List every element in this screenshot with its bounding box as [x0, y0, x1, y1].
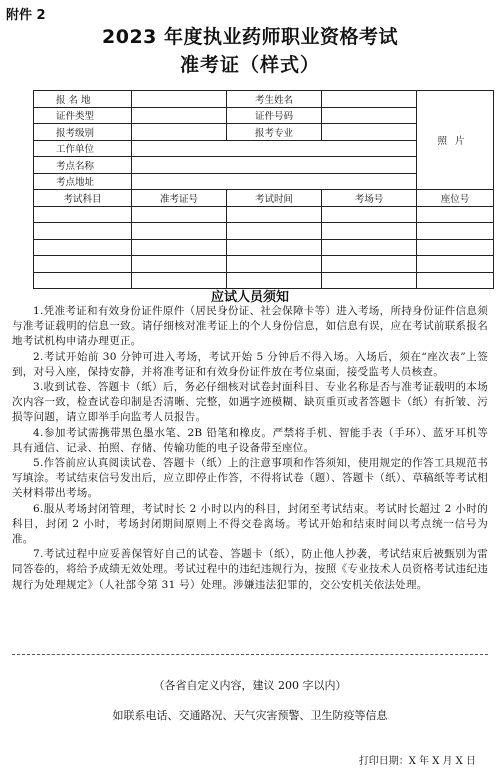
notice-item-2: 2.考试开始前 30 分钟可进入考场，考试开始 5 分钟后不得入场。入场后，须在“座次表”上签到，对号入座，保持安静，并将准考证和有效身份证件放在考位桌面，接受监考人员核查。	[12, 350, 488, 378]
table-cell	[227, 256, 322, 273]
attachment-label: 附件 2	[6, 8, 46, 23]
header-seat-number: 座位号	[417, 190, 494, 207]
notice-item-3: 3.收到试卷、答题卡（纸）后，务必仔细核对试卷封面科目、专业名称是否与准考证载明的本场次内容一致，检查试卷印制是否清晰、完整，如遇字迹模糊、缺页重页或者答题卡（纸）有折皱、污损等问题，请立即举手向监考人员报告。	[12, 381, 488, 424]
header-room-number: 考场号	[322, 190, 417, 207]
header-admission-number: 准考证号	[132, 190, 227, 207]
label-work-unit: 工作单位	[34, 140, 132, 157]
table-cell	[227, 223, 322, 240]
value-exam-level	[132, 124, 227, 141]
header-subject: 考试科目	[34, 190, 132, 207]
value-registration-place	[132, 91, 227, 108]
label-exam-level: 报考级别	[34, 124, 132, 141]
table-cell	[417, 256, 494, 273]
notice-item-7: 7.考试过程中应妥善保管好自己的试卷、答题卡（纸），防止他人抄袭，考试结束后被甄别为雷同答卷的，将给予成绩无效处理。考试过程中的违纪违规行为，按照《专业技术人员资格考试违纪违规行为处理规定》（人社部令第 31 号）处理。涉嫌违法犯罪的，交公安机关依法处理。	[12, 548, 488, 591]
table-cell	[417, 206, 494, 223]
value-candidate-name	[322, 91, 417, 108]
table-row	[34, 91, 494, 108]
table-cell	[417, 223, 494, 240]
table-cell	[227, 206, 322, 223]
label-exam-major: 报考专业	[227, 124, 322, 141]
table-row	[34, 256, 494, 273]
print-date: 打印日期：X 年 X 月 X 日	[358, 756, 476, 767]
value-id-type	[132, 107, 227, 124]
table-cell	[34, 223, 132, 240]
value-exam-major	[322, 124, 417, 141]
custom-content-note: （各省自定义内容，建议 200 字以内）	[153, 679, 347, 692]
label-registration-place: 报 名 地	[34, 91, 132, 108]
dashed-divider	[12, 654, 488, 655]
table-cell	[132, 206, 227, 223]
notice-item-5: 5.作答前应认真阅读试卷、答题卡（纸）上的注意事项和作答须知，使用规定的作答工具规范书写填涂。考试结束信号发出后，应立即停止作答，不得将试卷（题）、答题卡（纸）、草稿纸等考试相关材料带出考场。	[12, 457, 488, 500]
page-title: 2023 年度执业药师职业资格考试	[102, 26, 398, 48]
table-cell	[34, 256, 132, 273]
table-cell	[132, 223, 227, 240]
admission-card-table	[33, 90, 494, 289]
table-cell	[132, 239, 227, 256]
table-cell	[417, 239, 494, 256]
label-candidate-name: 考生姓名	[227, 91, 322, 108]
table-row	[34, 223, 494, 240]
table-cell	[34, 239, 132, 256]
table-row	[34, 239, 494, 256]
table-cell	[34, 206, 132, 223]
table-cell	[322, 239, 417, 256]
value-exam-site-name	[132, 157, 417, 174]
label-exam-site-name: 考点名称	[34, 157, 132, 174]
notice-title: 应试人员须知	[210, 290, 289, 305]
table-cell	[322, 256, 417, 273]
value-work-unit	[132, 140, 417, 157]
page-subtitle: 准考证（样式）	[179, 54, 320, 76]
table-cell	[322, 206, 417, 223]
value-id-number	[322, 107, 417, 124]
table-cell	[132, 256, 227, 273]
label-exam-site-address: 考点地址	[34, 173, 132, 190]
label-id-type: 证件类型	[34, 107, 132, 124]
value-exam-site-address	[132, 173, 417, 190]
table-header-row	[34, 190, 494, 207]
notice-item-1: 1.凭准考证和有效身份证件原件（居民身份证、社会保障卡等）进入考场，所持身份证件信息须与准考证载明的信息一致。请仔细核对准考证上的个人身份信息，如信息有误，应在考试前联系报名地考试机构申请办理更正。	[12, 305, 488, 348]
custom-content-examples: 如联系电话、交通路况、天气灾害预警、卫生防疫等信息	[112, 709, 388, 722]
header-exam-time: 考试时间	[227, 190, 322, 207]
photo-box: 照片	[417, 91, 494, 190]
table-cell	[227, 239, 322, 256]
label-id-number: 证件号码	[227, 107, 322, 124]
notice-item-4: 4.参加考试需携带黑色墨水笔、2B 铅笔和橡皮。严禁将手机、智能手表（手环）、蓝牙耳机等具有通信、记录、拍照、存储、传输功能的电子设备带至座位。	[12, 426, 488, 454]
notice-body	[12, 304, 488, 593]
table-row	[34, 206, 494, 223]
notice-item-6: 6.服从考场封闭管理，考试时长 2 小时以内的科目，封闭至考试结束。考试时长超过 2 小时的科目，封闭 2 小时，考场封闭期间原则上不得交卷离场。考试开始和结束时间以考点统一信号为准。	[12, 502, 488, 546]
table-cell	[322, 223, 417, 240]
